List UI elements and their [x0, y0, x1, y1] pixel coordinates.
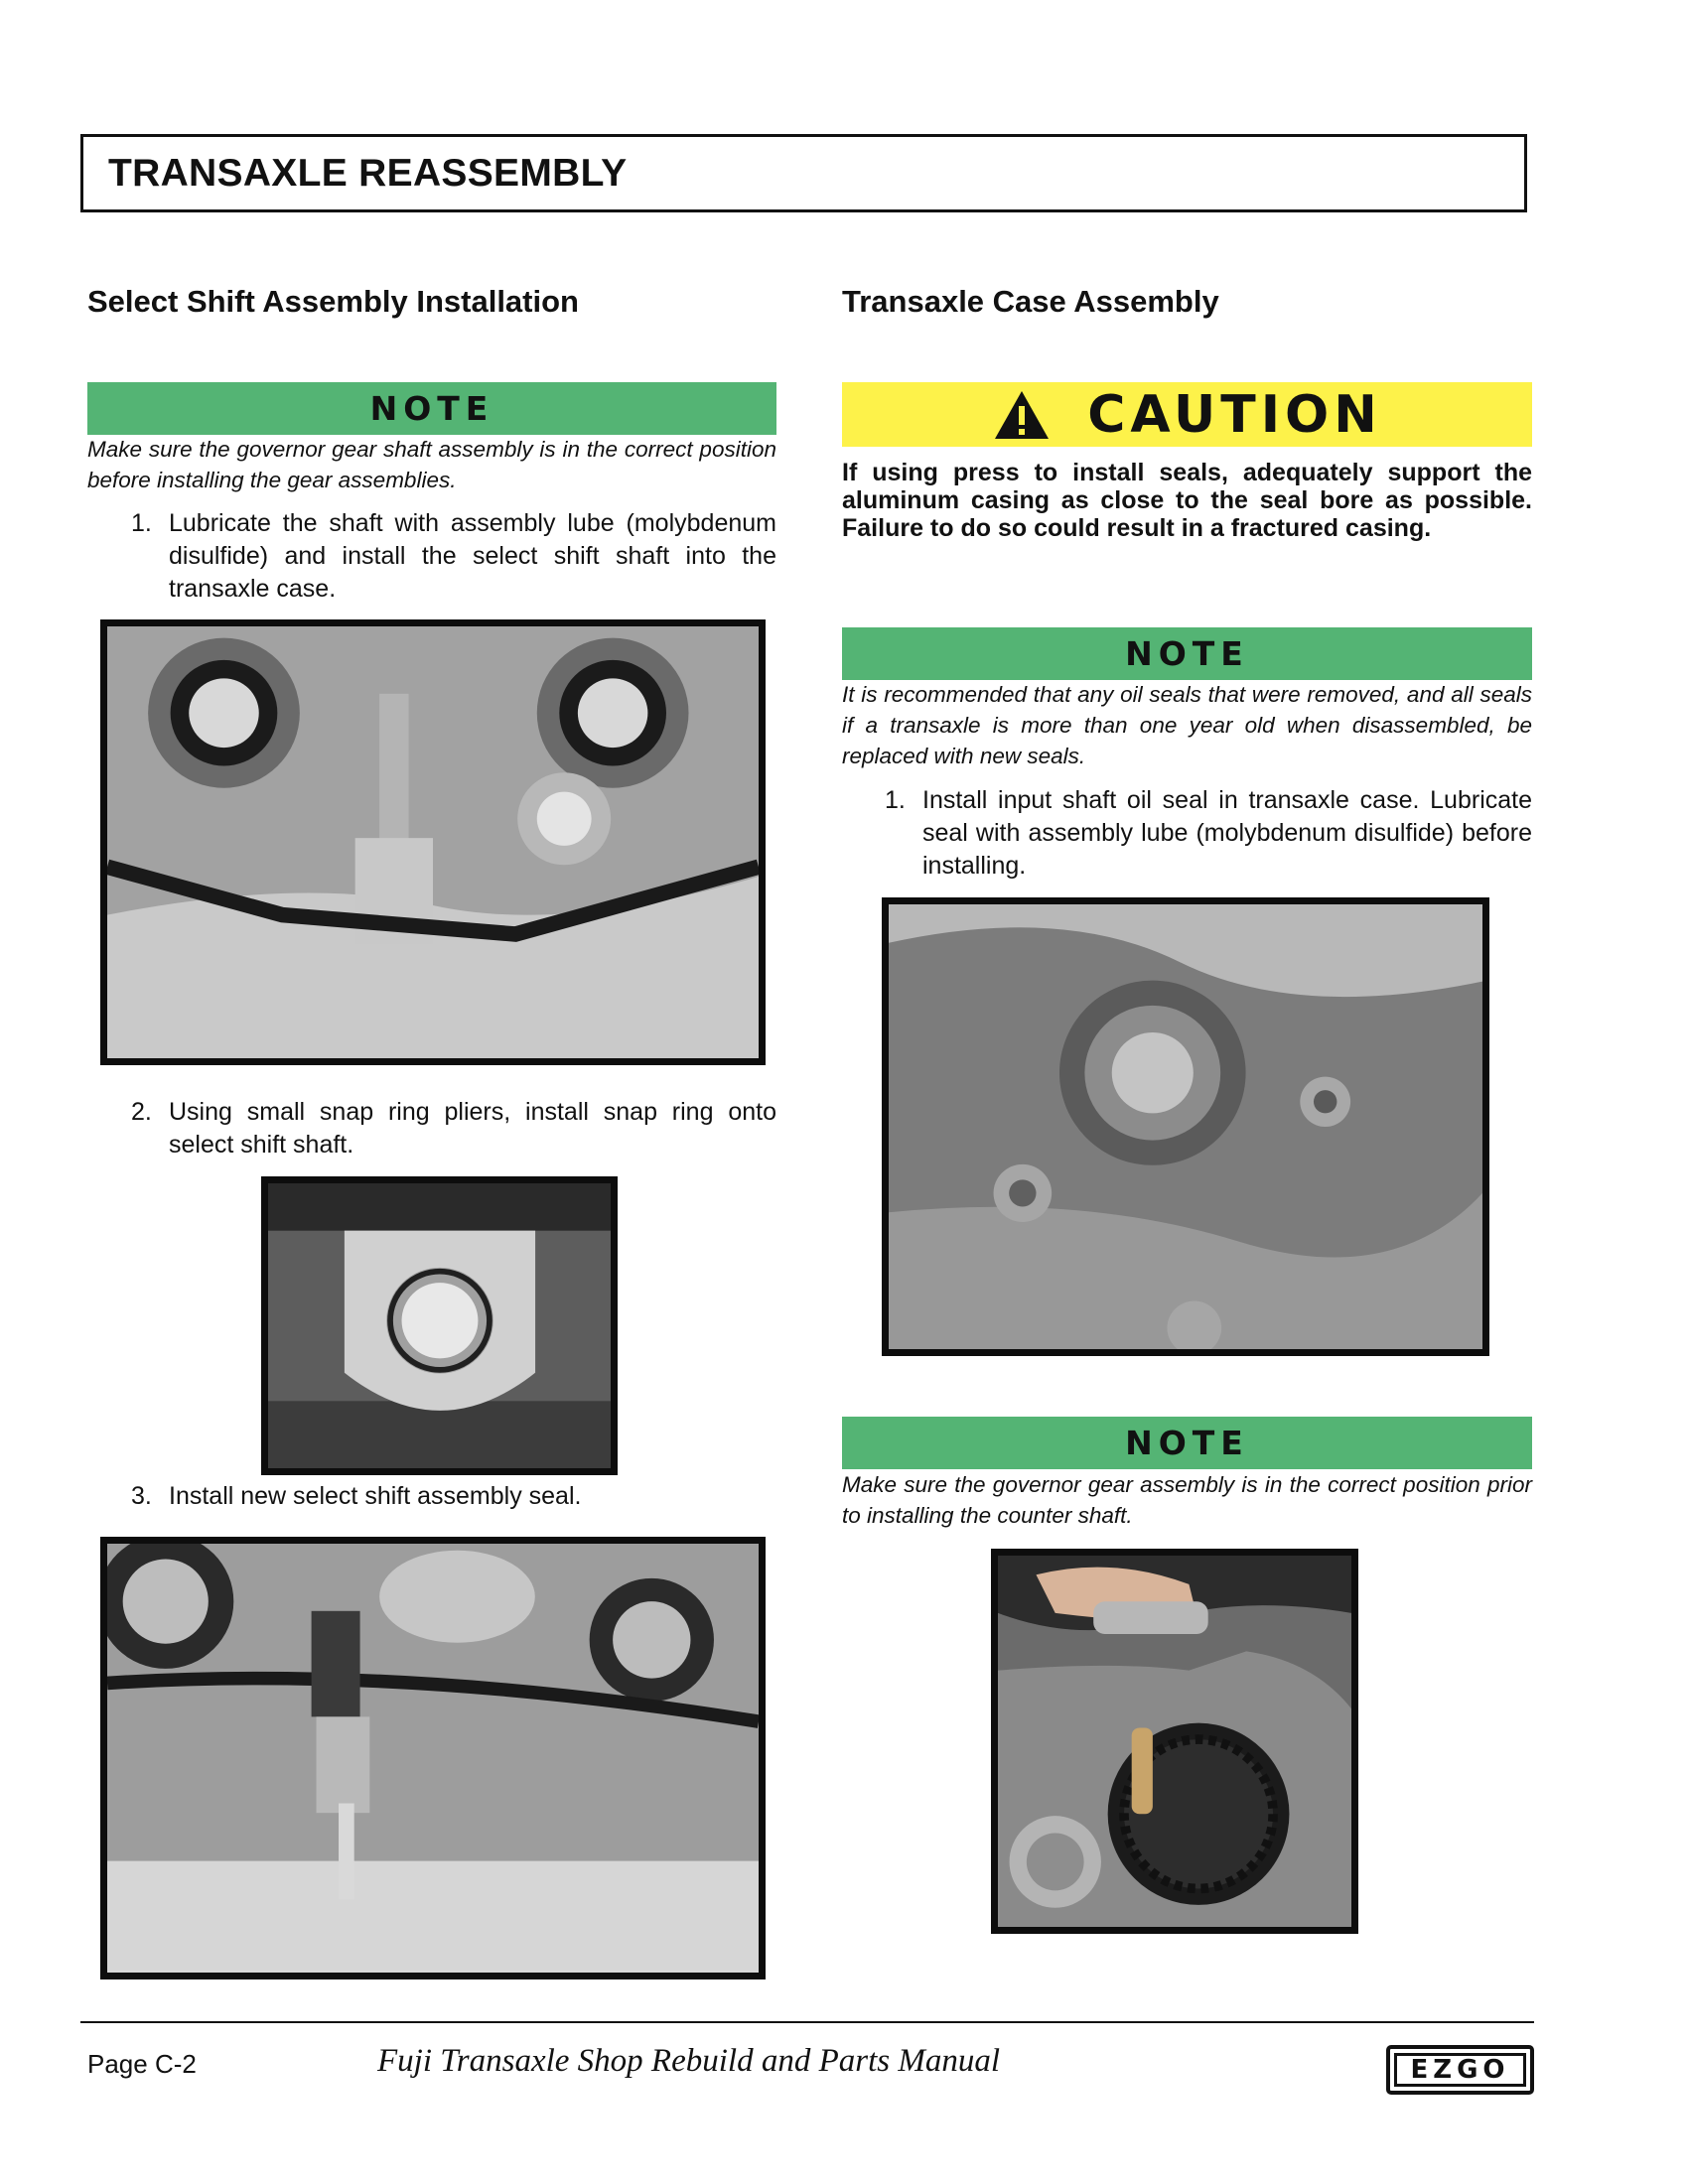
step-text: Using small snap ring pliers, install snap ring onto select shift shaft. — [169, 1098, 776, 1159]
note-text-left: Make sure the governor gear shaft assembly is in the correct position before installing the gear assemblies. — [87, 437, 776, 492]
note-bar-right-2 — [842, 1417, 1532, 1469]
step-left-2 — [131, 1096, 776, 1161]
photo-governor-gear — [991, 1549, 1358, 1934]
photo-snap-ring — [261, 1176, 618, 1475]
left-heading: Select Shift Assembly Installation — [87, 284, 579, 319]
step-text: Install new select shift assembly seal. — [169, 1482, 582, 1510]
step-number: 1. — [131, 509, 152, 537]
note-label: NOTE — [1125, 634, 1249, 673]
note-text-right-1: It is recommended that any oil seals that were removed, and all seals if a transaxle is more than one year old when disassembled, be replaced with new seals. — [842, 682, 1532, 768]
note-bar-left — [87, 382, 776, 435]
section-title-box — [80, 134, 1527, 212]
step-left-3 — [131, 1480, 776, 1513]
note-bar-right-1 — [842, 627, 1532, 680]
note-label: NOTE — [369, 389, 494, 428]
note-label: NOTE — [1125, 1424, 1249, 1462]
footer-rule — [80, 2021, 1534, 2023]
ezgo-logo — [1386, 2045, 1534, 2095]
section-title: TRANSAXLE REASSEMBLY — [108, 151, 628, 195]
caution-bar — [842, 382, 1532, 447]
step-number: 3. — [131, 1482, 152, 1510]
page-number: Page C-2 — [87, 2049, 197, 2079]
right-heading: Transaxle Case Assembly — [842, 284, 1219, 319]
photo-shift-seal — [100, 1537, 766, 1979]
step-number: 2. — [131, 1098, 152, 1126]
note-text-right-2: Make sure the governor gear assembly is in the correct position prior to installing the counter shaft. — [842, 1472, 1532, 1528]
caution-label: CAUTION — [1087, 384, 1382, 445]
photo-select-shift-shaft — [100, 619, 766, 1065]
step-number: 1. — [885, 786, 906, 814]
caution-text: If using press to install seals, adequately support the aluminum casing as close to the seal bore as possible. Failure to do so could result in a fractured casing. — [842, 459, 1532, 542]
photo-input-shaft-seal — [882, 897, 1489, 1356]
logo-text: EZGO — [1394, 2053, 1526, 2087]
manual-title: Fuji Transaxle Shop Rebuild and Parts Manual — [377, 2043, 1000, 2079]
step-left-1 — [131, 507, 776, 606]
step-text: Install input shaft oil seal in transaxle case. Lubricate seal with assembly lube (molybdenum disulfide) before installing. — [922, 786, 1532, 880]
step-right-1 — [885, 784, 1532, 883]
warning-triangle-icon — [992, 388, 1052, 442]
step-text: Lubricate the shaft with assembly lube (molybdenum disulfide) and install the select shift shaft into the transaxle case. — [169, 509, 776, 603]
